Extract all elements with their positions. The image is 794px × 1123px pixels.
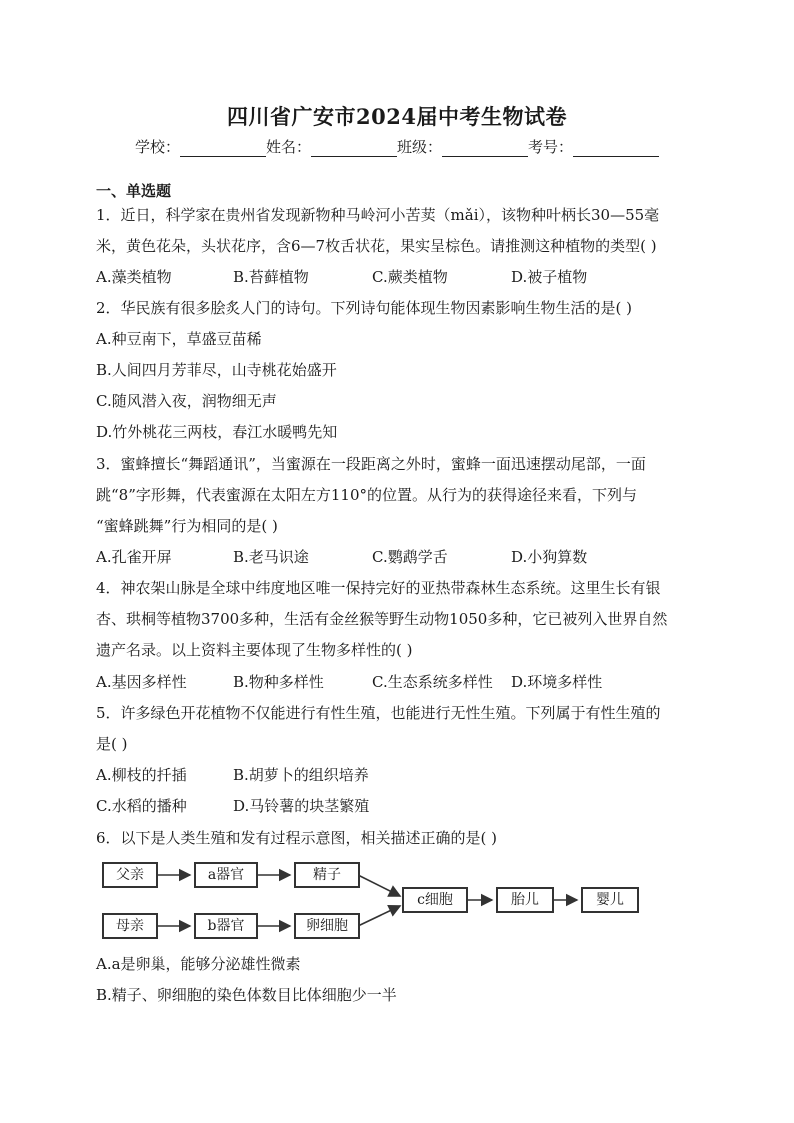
q1-option-b[interactable]: B.苔藓植物 bbox=[233, 268, 309, 286]
q5-option-b[interactable]: B.胡萝卜的组织培养 bbox=[233, 766, 369, 784]
reproduction-flow-diagram bbox=[100, 856, 640, 946]
q3-option-b[interactable]: B.老马识途 bbox=[233, 548, 309, 566]
q4-line-2: 杏、珙桐等植物3700多种，生活有金丝猴等野生动物1050多种，它已被列入世界自然 bbox=[96, 610, 668, 628]
box-fetus: 胎儿 bbox=[496, 887, 554, 913]
box-sperm: 精子 bbox=[294, 862, 360, 888]
q4-line-1: 4．神农架山脉是全球中纬度地区唯一保持完好的亚热带森林生态系统。这里生长有银 bbox=[96, 579, 661, 597]
number-blank[interactable] bbox=[573, 140, 659, 157]
q1-option-a[interactable]: A.藻类植物 bbox=[96, 268, 172, 286]
q5-option-c[interactable]: C.水稻的播种 bbox=[96, 797, 187, 815]
q4-option-a[interactable]: A.基因多样性 bbox=[96, 673, 187, 691]
box-cell-c: c细胞 bbox=[402, 887, 468, 913]
q3-option-c[interactable]: C.鹦鹉学舌 bbox=[372, 548, 448, 566]
class-blank[interactable] bbox=[442, 140, 528, 157]
q3-line-2: 跳“8”字形舞，代表蜜源在太阳左方110°的位置。从行为的获得途径来看，下列与 bbox=[96, 486, 638, 504]
q1-option-c[interactable]: C.蕨类植物 bbox=[372, 268, 448, 286]
q1-option-d[interactable]: D.被子植物 bbox=[511, 268, 588, 286]
q5-line-2: 是( ) bbox=[96, 735, 128, 753]
q3-option-d[interactable]: D.小狗算数 bbox=[511, 548, 588, 566]
q2-line-1: 2．华民族有很多脍炙人门的诗句。下列诗句能体现生物因素影响生物生活的是( ) bbox=[96, 299, 633, 317]
q5-line-1: 5．许多绿色开花植物不仅能进行有性生殖，也能进行无性生殖。下列属于有性生殖的 bbox=[96, 704, 661, 722]
q2-option-c[interactable]: C.随风潜入夜，润物细无声 bbox=[96, 392, 277, 410]
q1-line-2: 米，黄色花朵，头状花序，含6—7枚舌状花，果实呈棕色。请推测这种植物的类型( ) bbox=[96, 237, 657, 255]
q4-option-b[interactable]: B.物种多样性 bbox=[233, 673, 324, 691]
q5-option-d[interactable]: D.马铃薯的块茎繁殖 bbox=[233, 797, 370, 815]
name-blank[interactable] bbox=[311, 140, 397, 157]
q4-option-d[interactable]: D.环境多样性 bbox=[511, 673, 603, 691]
name-label: 姓名： bbox=[265, 138, 311, 156]
q3-line-3: “蜜蜂跳舞”行为相同的是( ) bbox=[96, 517, 278, 535]
box-mother: 母亲 bbox=[102, 913, 158, 939]
box-organ-b: b器官 bbox=[194, 913, 258, 939]
number-label: 考号： bbox=[528, 138, 574, 156]
box-egg: 卵细胞 bbox=[294, 913, 360, 939]
q3-option-a[interactable]: A.孔雀开屏 bbox=[96, 548, 172, 566]
q6-option-b[interactable]: B.精子、卵细胞的染色体数目比体细胞少一半 bbox=[96, 986, 397, 1004]
q3-line-1: 3．蜜蜂擅长“舞蹈通讯”，当蜜源在一段距离之外时，蜜蜂一面迅速摆动尾部，一面 bbox=[96, 455, 646, 473]
q6-line-1: 6．以下是人类生殖和发有过程示意图，相关描述正确的是( ) bbox=[96, 829, 498, 847]
q2-option-d[interactable]: D.竹外桃花三两枝，春江水暖鸭先知 bbox=[96, 423, 338, 441]
school-blank[interactable] bbox=[180, 140, 266, 157]
exam-title: 四川省广安市2024届中考生物试卷 bbox=[227, 104, 567, 129]
box-organ-a: a器官 bbox=[194, 862, 258, 888]
q1-line-1: 1．近日，科学家在贵州省发现新物种马岭河小苦荬（mǎi），该物种叶柄长30—55毫 bbox=[96, 206, 660, 224]
box-father: 父亲 bbox=[102, 862, 158, 888]
q4-option-c[interactable]: C.生态系统多样性 bbox=[372, 673, 493, 691]
arrow-sperm-to-c bbox=[358, 875, 400, 896]
school-label: 学校： bbox=[134, 138, 180, 156]
diagram-arrows bbox=[100, 856, 640, 946]
q5-option-a[interactable]: A.柳枝的扦插 bbox=[96, 766, 187, 784]
class-label: 班级： bbox=[397, 138, 443, 156]
section-heading: 一、单选题 bbox=[96, 182, 172, 200]
box-baby: 婴儿 bbox=[581, 887, 639, 913]
q2-option-a[interactable]: A.种豆南下，草盛豆苗稀 bbox=[96, 330, 262, 348]
q6-option-a[interactable]: A.a是卵巢，能够分泌雄性微素 bbox=[96, 955, 301, 973]
arrow-egg-to-c bbox=[358, 906, 400, 926]
q4-line-3: 遗产名录。以上资料主要体现了生物多样性的( ) bbox=[96, 641, 413, 659]
student-info-line bbox=[0, 136, 794, 157]
q2-option-b[interactable]: B.人间四月芳菲尽，山寺桃花始盛开 bbox=[96, 361, 337, 379]
